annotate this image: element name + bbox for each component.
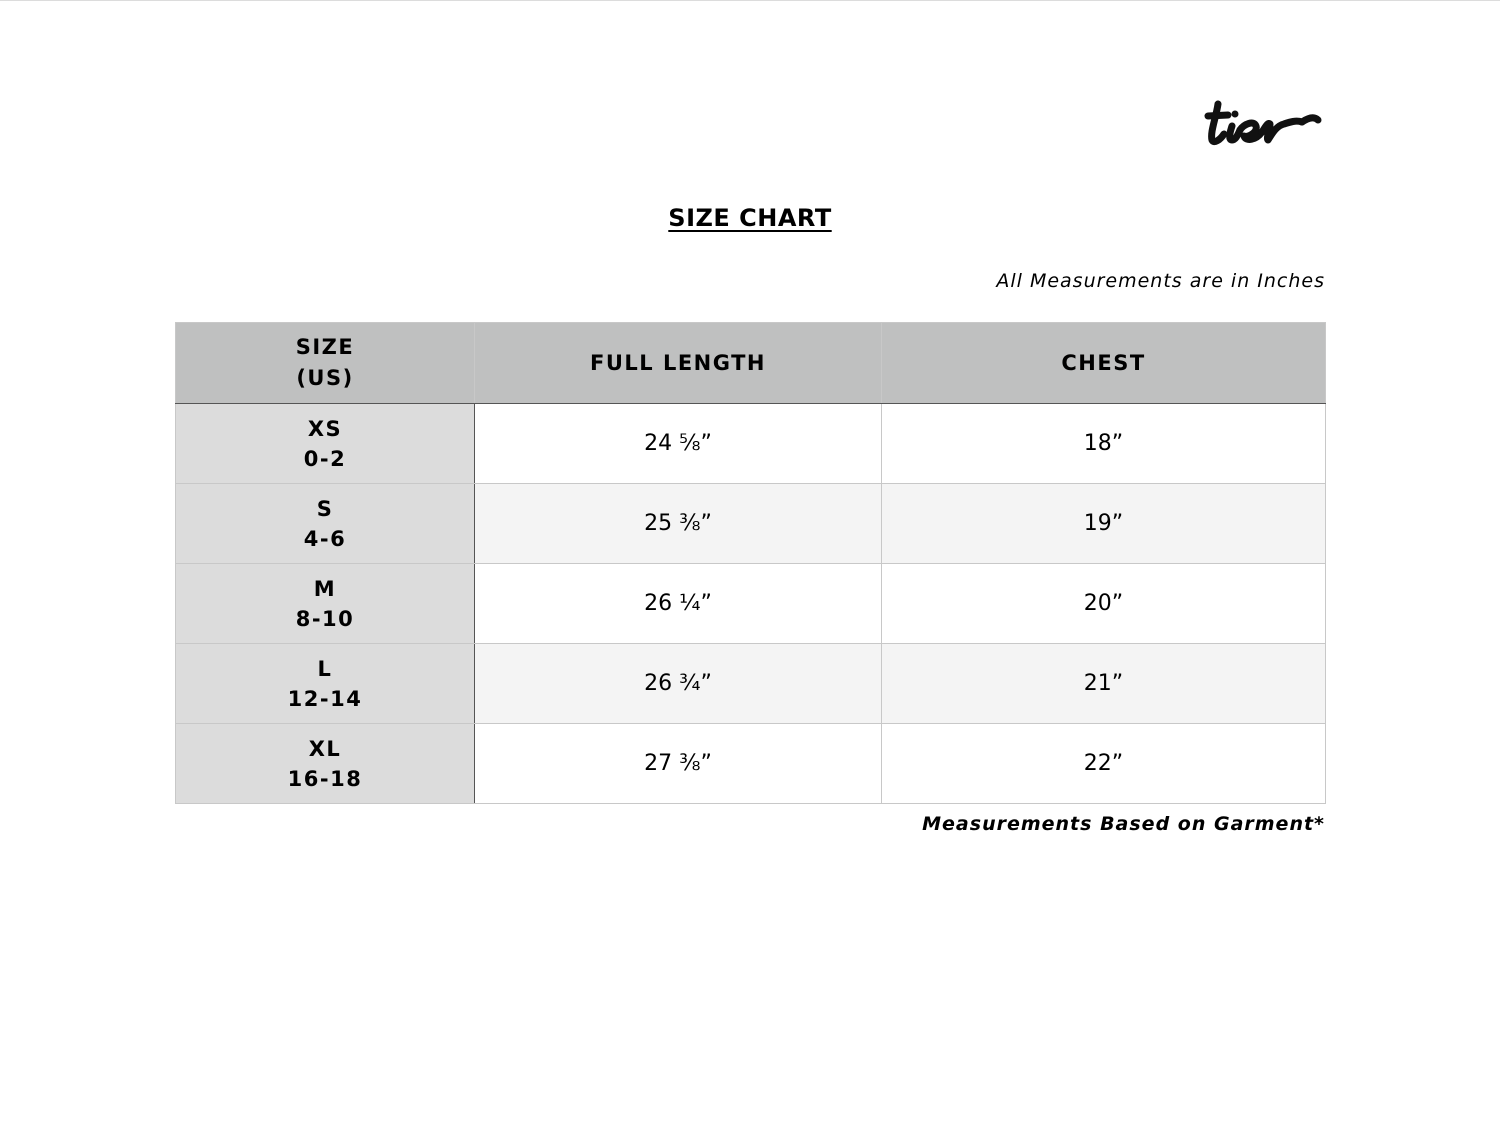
size-label: S (316, 496, 334, 521)
table-row (176, 724, 1326, 804)
size-chart-table (175, 322, 1326, 804)
full-length-cell: 25 ⅜” (475, 484, 882, 564)
full-length-cell: 27 ⅜” (475, 724, 882, 804)
size-cell (176, 484, 475, 564)
size-cell (176, 724, 475, 804)
header-size-line1: SIZE (295, 335, 355, 359)
chest-cell: 22” (882, 724, 1326, 804)
us-size-range: 4-6 (303, 526, 347, 551)
us-size-range: 8-10 (295, 606, 355, 631)
size-label: M (313, 576, 337, 601)
table-row (176, 644, 1326, 724)
table-row (176, 564, 1326, 644)
table-header-row (176, 323, 1326, 404)
chest-cell: 19” (882, 484, 1326, 564)
size-label: XS (307, 416, 343, 441)
size-label: XL (308, 736, 342, 761)
us-size-range: 0-2 (303, 446, 347, 471)
page-title: SIZE CHART (668, 204, 832, 232)
header-full-length: FULL LENGTH (475, 323, 882, 404)
unit-note: All Measurements are in Inches (996, 270, 1325, 292)
chest-cell: 21” (882, 644, 1326, 724)
full-length-cell: 26 ¼” (475, 564, 882, 644)
brand-logo (1204, 98, 1322, 150)
full-length-cell: 24 ⅝” (475, 404, 882, 484)
header-size-line2: (US) (296, 366, 354, 390)
table-row (176, 484, 1326, 564)
tier-script-logo-icon (1204, 98, 1322, 150)
size-cell (176, 564, 475, 644)
top-divider (0, 0, 1500, 1)
garment-measurement-note: Measurements Based on Garment* (922, 813, 1325, 835)
header-size (176, 323, 475, 404)
us-size-range: 12-14 (287, 686, 363, 711)
chest-cell: 18” (882, 404, 1326, 484)
size-cell (176, 404, 475, 484)
us-size-range: 16-18 (287, 766, 363, 791)
size-label: L (317, 656, 333, 681)
full-length-cell: 26 ¾” (475, 644, 882, 724)
header-chest: CHEST (882, 323, 1326, 404)
size-cell (176, 644, 475, 724)
table-row (176, 404, 1326, 484)
chest-cell: 20” (882, 564, 1326, 644)
